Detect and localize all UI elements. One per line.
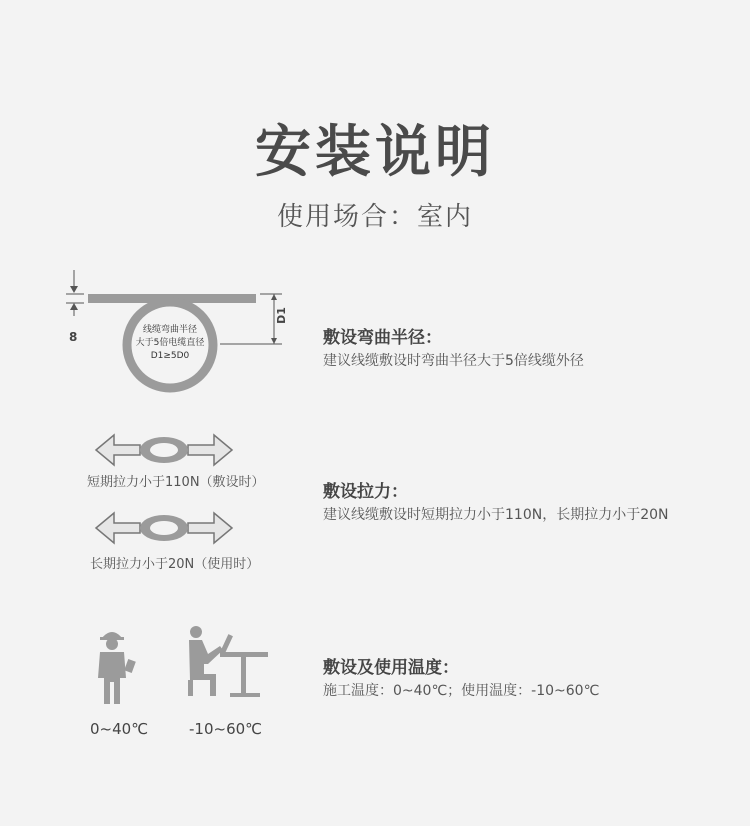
worker-temp-caption: 0~40℃ [90, 720, 149, 738]
page-subtitle: 使用场合：室内 [276, 202, 473, 232]
ring-line: 线缆弯曲半径 [142, 325, 197, 335]
long-tension-diagram [94, 510, 234, 546]
d1-label: D1 [274, 307, 288, 324]
short-tension-caption: 短期拉力小于110N（敷设时） [87, 475, 265, 490]
bend-desc: 建议线缆敷设时弯曲半径大于5倍线缆外径 [323, 353, 584, 369]
temperature-title: 敷设及使用温度： [323, 658, 459, 678]
ring-line: 大于5倍电缆直径 [135, 338, 205, 348]
ring-line: D1≥5D0 [150, 351, 190, 361]
temperature-desc: 施工温度：0~40℃；使用温度：-10~60℃ [323, 683, 600, 699]
person-at-desk-icon [186, 624, 272, 700]
thickness-label: 8 [69, 330, 78, 344]
usage-temp-caption: -10~60℃ [189, 720, 263, 738]
bend-title: 敷设弯曲半径： [323, 328, 442, 348]
ring-annotation [120, 324, 220, 363]
worker-icon [92, 626, 142, 706]
tension-title: 敷设拉力： [323, 482, 408, 502]
long-tension-caption: 长期拉力小于20N（使用时） [90, 557, 260, 572]
page-title: 安装说明 [255, 120, 495, 185]
tension-desc: 建议线缆敷设时短期拉力小于110N，长期拉力小于20N [323, 507, 669, 523]
short-tension-diagram [94, 432, 234, 468]
